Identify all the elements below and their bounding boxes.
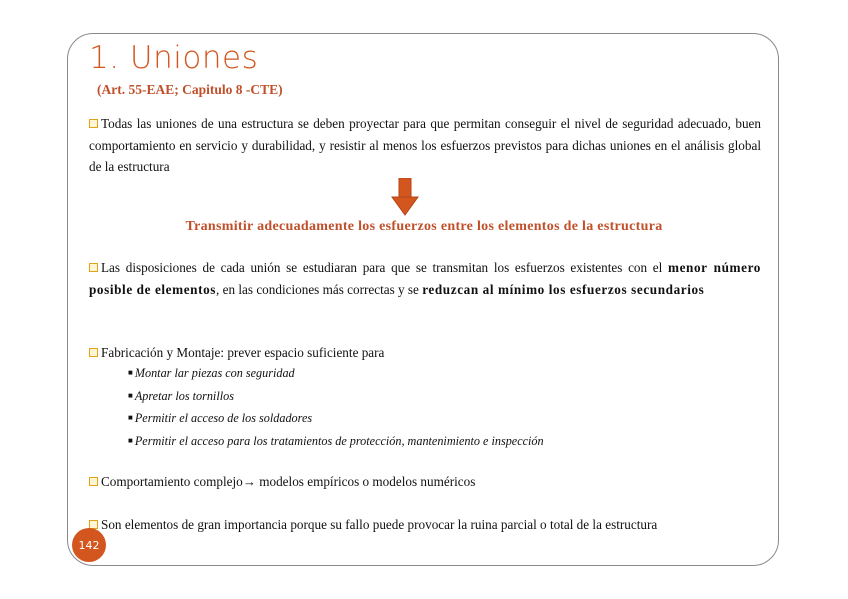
paragraph-text-part1: Las disposiciones de cada unión se estudiaran para que se transmitan los esfuerzos existentes con el <box>101 260 669 275</box>
list-item: ■ Montar lar piezas con seguridad <box>128 366 295 380</box>
paragraph-importancia <box>89 514 761 536</box>
paragraph-text: Fabricación y Montaje: prever espacio suficiente para <box>101 345 385 360</box>
paragraph-text-before: Comportamiento complejo <box>101 474 243 489</box>
slide-title: 1. Uniones <box>89 40 259 76</box>
square-bullet-icon: ■ <box>128 435 133 445</box>
highlight-statement: Transmitir adecuadamente los esfuerzos entre los elementos de la estructura <box>185 219 663 234</box>
bullet-square-icon <box>89 477 98 486</box>
slide-subtitle: (Art. 55-EAE; Capitulo 8 -CTE) <box>97 82 283 97</box>
list-item: ■ Apretar los tornillos <box>128 388 234 403</box>
square-bullet-icon: ■ <box>128 413 133 422</box>
paragraph-text: Son elementos de gran importancia porque su fallo puede provocar la ruina parcial o total de la estructura <box>101 517 658 532</box>
paragraph-uniones-intro <box>89 113 761 178</box>
list-item: ■ Permitir el acceso de los soldadores <box>128 411 313 425</box>
paragraph-comportamiento <box>89 471 761 493</box>
paragraph-text: Todas las uniones de una estructura se deben proyectar para que permitan conseguir el nivel de seguridad adecuado, buen comportamiento en servicio y durabilidad, y resistir al menos los esfuerzos previstos para dichas uniones en el análisis global de la estructura <box>89 116 761 174</box>
square-bullet-icon: ■ <box>128 368 133 377</box>
down-arrow-icon <box>391 178 419 216</box>
list-item: ■ Permitir el acceso para los tratamientos de protección, mantenimiento e inspección <box>128 433 544 448</box>
paragraph-disposiciones <box>89 257 761 300</box>
bullet-square-icon <box>89 263 98 272</box>
page-number-badge: 142 <box>72 528 106 562</box>
right-arrow-icon: → <box>242 474 256 489</box>
paragraph-bold-text: menor número posible de elementos <box>89 260 761 297</box>
paragraph-text-part2: , en las condiciones más correctas y se <box>216 281 423 297</box>
square-bullet-icon: ■ <box>128 390 133 400</box>
fabricacion-sublist <box>128 362 544 452</box>
paragraph-bold-text: reduzcan al mínimo los esfuerzos secundarios <box>422 281 705 297</box>
bullet-square-icon <box>89 119 98 128</box>
paragraph-text-after: modelos empíricos o modelos numéricos <box>255 474 476 489</box>
bullet-square-icon <box>89 348 98 357</box>
paragraph-fabricacion <box>89 342 761 364</box>
